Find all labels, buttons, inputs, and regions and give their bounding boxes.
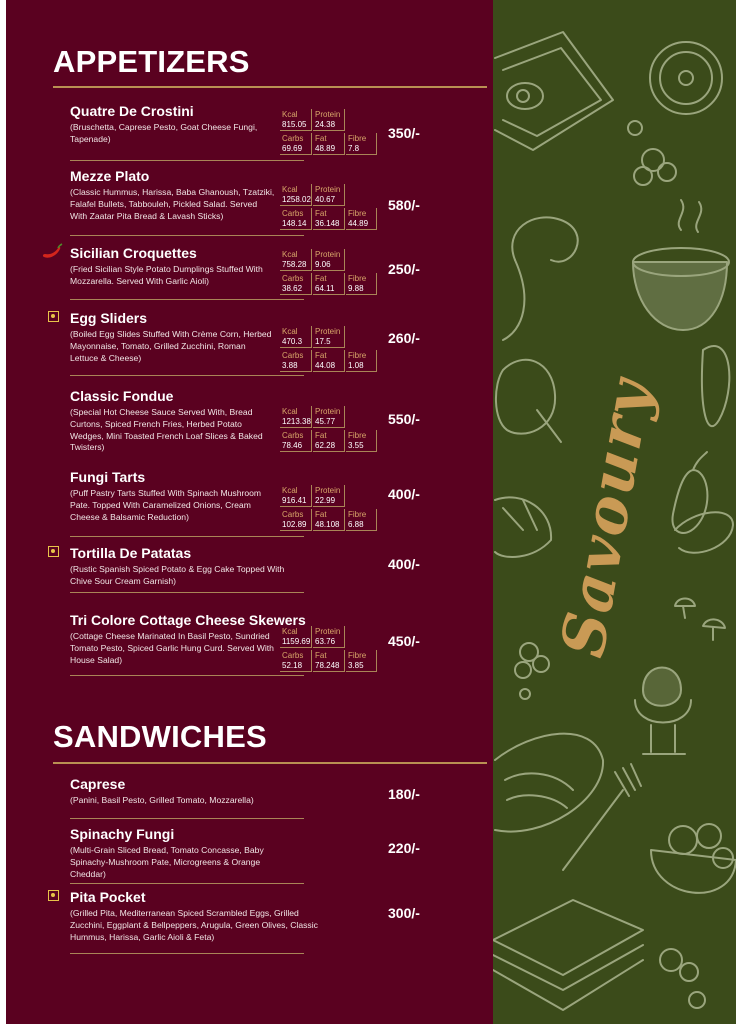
item-price: 250/- — [388, 261, 420, 277]
fibre-label: Fibre — [348, 431, 367, 440]
fibre-value: 6.88 — [348, 520, 364, 529]
item-price: 580/- — [388, 197, 420, 213]
kcal-value: 1258.02 — [282, 195, 311, 204]
fibre-label: Fibre — [348, 651, 367, 660]
fibre-label: Fibre — [348, 209, 367, 218]
nutrition-table — [280, 109, 380, 155]
protein-label: Protein — [315, 110, 341, 119]
section-title-sandwiches: SANDWICHES — [53, 719, 267, 754]
fibre-label: Fibre — [348, 510, 367, 519]
carbs-value: 78.46 — [282, 441, 303, 450]
fat-value: 36.148 — [315, 219, 340, 228]
item-price: 550/- — [388, 411, 420, 427]
item-divider — [70, 375, 304, 376]
carbs-label: Carbs — [282, 209, 304, 218]
item-price: 450/- — [388, 633, 420, 649]
fat-label: Fat — [315, 510, 327, 519]
carbs-label: Carbs — [282, 651, 304, 660]
item-divider — [70, 592, 304, 593]
protein-value: 17.5 — [315, 337, 331, 346]
item-divider — [70, 818, 304, 819]
fat-value: 64.11 — [315, 284, 335, 293]
item-divider — [70, 953, 304, 954]
item-description: (Rustic Spanish Spiced Potato & Egg Cake Topped With Chive Sour Cream Garnish) — [70, 564, 285, 586]
item-divider — [70, 299, 304, 300]
kcal-value: 1159.69 — [282, 637, 311, 646]
carbs-label: Carbs — [282, 351, 304, 360]
kcal-label: Kcal — [282, 185, 298, 194]
fat-value: 44.08 — [315, 361, 336, 370]
item-name: Egg Sliders — [70, 310, 148, 326]
fat-label: Fat — [315, 209, 327, 218]
egg-badge-icon — [48, 311, 59, 322]
item-price: 260/- — [388, 330, 420, 346]
item-description: (Fried Sicilian Style Potato Dumplings Stuffed With Mozzarella. Served With Garlic Aioli) — [70, 264, 263, 286]
toast-egg-icon — [495, 32, 613, 150]
kcal-label: Kcal — [282, 110, 298, 119]
item-divider — [70, 160, 304, 161]
carbs-label: Carbs — [282, 274, 304, 283]
kcal-label: Kcal — [282, 627, 298, 636]
fibre-value: 1.08 — [348, 361, 364, 370]
fibre-value: 3.85 — [348, 661, 364, 670]
herb-icon — [515, 643, 549, 699]
broccoli-icon — [628, 121, 676, 185]
item-name: Fungi Tarts — [70, 469, 146, 485]
protein-label: Protein — [315, 627, 341, 636]
nutrition-table — [280, 485, 380, 531]
item-name: Tortilla De Patatas — [70, 545, 192, 561]
item-name: Mezze Plato — [70, 168, 150, 184]
item-divider — [70, 235, 304, 236]
kcal-label: Kcal — [282, 250, 298, 259]
fat-label: Fat — [315, 431, 327, 440]
kcal-label: Kcal — [282, 407, 298, 416]
protein-value: 40.67 — [315, 195, 336, 204]
item-name: Sicilian Croquettes — [70, 245, 197, 261]
section-rule — [53, 86, 487, 88]
kcal-value: 815.05 — [282, 120, 307, 129]
fibre-label: Fibre — [348, 351, 367, 360]
item-description: (Special Hot Cheese Sauce Served With, Bread Curtons, Spiced French Fries, Herbed Potato Wedges, Mini Toasted French Loaf Slices & Baked Twisters) — [70, 407, 263, 453]
leaf-icon — [702, 346, 729, 426]
egg-badge-icon — [48, 890, 59, 901]
item-price: 400/- — [388, 556, 420, 572]
fibre-label: Fibre — [348, 134, 367, 143]
fibre-label: Fibre — [348, 274, 367, 283]
fat-value: 62.28 — [315, 441, 336, 450]
carbs-label: Carbs — [282, 431, 304, 440]
bell-pepper-icon — [496, 360, 561, 442]
fat-value: 78.248 — [315, 661, 340, 670]
carbs-value: 69.69 — [282, 144, 303, 153]
item-description: (Classic Hummus, Harissa, Baba Ghanoush, Tzatziki, Falafel Bullets, Tabbouleh, Pickled Salad. Served With Zaatar Pita Bread & Lavash Sticks) — [70, 187, 275, 221]
item-divider — [70, 675, 304, 676]
item-description: (Panini, Basil Pesto, Grilled Tomato, Mozzarella) — [70, 795, 254, 805]
item-name: Quatre De Crostini — [70, 103, 194, 119]
section-title-appetizers: APPETIZERS — [53, 44, 250, 79]
nutrition-table — [280, 626, 380, 672]
item-price: 220/- — [388, 840, 420, 856]
swirl-decoration — [503, 217, 578, 340]
fibre-value: 3.55 — [348, 441, 364, 450]
item-price: 300/- — [388, 905, 420, 921]
kcal-label: Kcal — [282, 327, 298, 336]
salad-bowl-icon — [495, 497, 551, 557]
item-description: (Grilled Pita, Mediterranean Spiced Scrambled Eggs, Grilled Zucchini, Eggplant & Bellpeppers, Arugula, Green Olives, Classic Hummus, Harissa, Garlic Aioli & Feta) — [70, 908, 318, 942]
carbs-value: 52.18 — [282, 661, 303, 670]
kiwi-icon — [650, 42, 722, 114]
protein-label: Protein — [315, 407, 341, 416]
fruit-bowl-icon — [651, 824, 736, 893]
item-price: 350/- — [388, 125, 420, 141]
carbs-value: 38.62 — [282, 284, 303, 293]
egg-cup-icon — [635, 668, 691, 755]
kcal-value: 916.41 — [282, 496, 307, 505]
wrap-icon — [495, 734, 603, 832]
fibre-value: 44.89 — [348, 219, 369, 228]
egg-badge-icon — [48, 546, 59, 557]
fat-label: Fat — [315, 134, 327, 143]
kcal-label: Kcal — [282, 486, 298, 495]
page-margin — [736, 0, 743, 1024]
item-name: Pita Pocket — [70, 889, 146, 905]
carbs-value: 3.88 — [282, 361, 298, 370]
item-name: Classic Fondue — [70, 388, 174, 404]
protein-label: Protein — [315, 327, 341, 336]
protein-label: Protein — [315, 185, 341, 194]
section-rule — [53, 762, 487, 764]
kcal-value: 470.3 — [282, 337, 303, 346]
protein-value: 45.77 — [315, 417, 336, 426]
carbs-label: Carbs — [282, 134, 304, 143]
fibre-value: 9.88 — [348, 284, 364, 293]
fat-label: Fat — [315, 274, 327, 283]
protein-value: 24.38 — [315, 120, 336, 129]
mushroom-icon — [675, 599, 725, 641]
item-name: Caprese — [70, 776, 126, 792]
savoury-title: Savoury — [548, 373, 666, 663]
nutrition-table — [280, 406, 380, 452]
chili-pepper-icon — [42, 243, 64, 261]
nutrition-table — [280, 249, 380, 295]
item-name: Spinachy Fungi — [70, 826, 175, 842]
protein-value: 9.06 — [315, 260, 331, 269]
nutrition-table — [280, 326, 380, 372]
fat-value: 48.108 — [315, 520, 340, 529]
protein-label: Protein — [315, 486, 341, 495]
carbs-value: 148.14 — [282, 219, 307, 228]
fibre-value: 7.8 — [348, 144, 360, 153]
item-description: (Puff Pastry Tarts Stuffed With Spinach Mushroom Pate. Topped With Caramelized Onions, Cream Cheese & Balsamic Reduction) — [70, 488, 262, 522]
garnish-icon — [660, 949, 705, 1008]
carbs-label: Carbs — [282, 510, 304, 519]
item-description: (Multi-Grain Sliced Bread, Tomato Concasse, Baby Spinachy-Mushroom Pate, Microgreens & Orange Cheddar) — [70, 845, 264, 879]
item-price: 180/- — [388, 786, 420, 802]
kcal-value: 758.28 — [282, 260, 307, 269]
sandwich-icon — [493, 900, 643, 1010]
fork-icon — [563, 764, 641, 870]
item-name: Tri Colore Cottage Cheese Skewers — [70, 612, 306, 628]
protein-value: 22.99 — [315, 496, 336, 505]
cup-icon — [633, 200, 729, 330]
protein-label: Protein — [315, 250, 341, 259]
item-description: (Cottage Cheese Marinated In Basil Pesto, Sundried Tomato Pesto, Spiced Garlic Hung Curd. Served With House Salad) — [70, 631, 274, 665]
eggplant-icon — [672, 452, 733, 553]
carbs-value: 102.89 — [282, 520, 307, 529]
item-description: (Boiled Egg Slides Stuffed With Crème Corn, Herbed Mayonnaise, Tomato, Grilled Zucchini, Roman Lettuce & Cheese) — [70, 329, 272, 363]
item-description: (Bruschetta, Caprese Pesto, Goat Cheese Fungi, Tapenade) — [70, 122, 258, 144]
fat-label: Fat — [315, 651, 327, 660]
fat-label: Fat — [315, 351, 327, 360]
nutrition-table — [280, 184, 380, 230]
item-divider — [70, 883, 304, 884]
fat-value: 48.89 — [315, 144, 336, 153]
kcal-value: 1213.38 — [282, 417, 311, 426]
item-price: 400/- — [388, 486, 420, 502]
protein-value: 63.76 — [315, 637, 336, 646]
item-divider — [70, 536, 304, 537]
